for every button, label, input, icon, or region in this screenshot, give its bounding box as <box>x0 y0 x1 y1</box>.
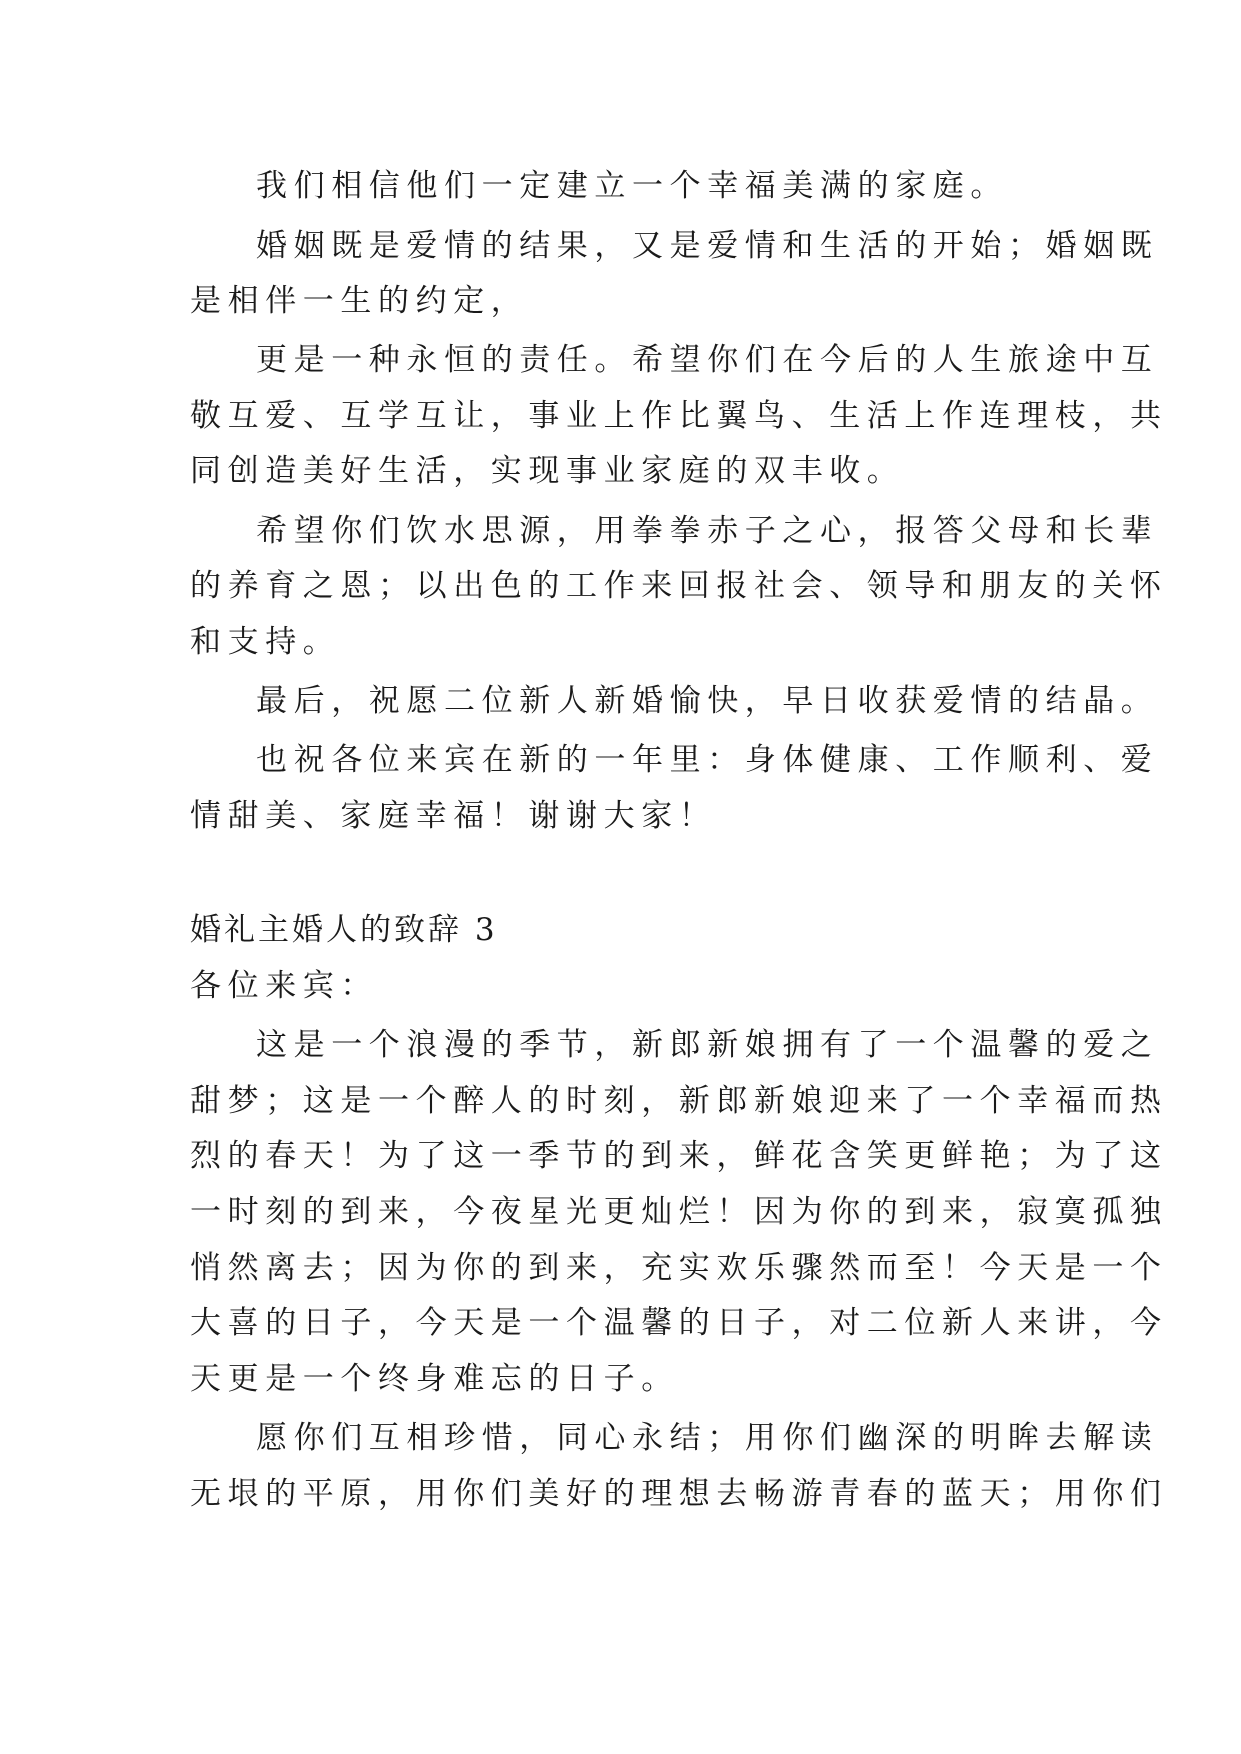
paragraph-line: 无垠的平原，用你们美好的理想去畅游青春的蓝天；用你们 <box>190 1476 1168 1512</box>
paragraph-line: 大喜的日子，今天是一个温馨的日子，对二位新人来讲，今 <box>190 1305 1168 1341</box>
paragraph-line: 敬互爱、互学互让，事业上作比翼鸟、生活上作连理枝，共 <box>190 398 1168 434</box>
paragraph-line: 烈的春天！为了这一季节的到来，鲜花含笑更鲜艳；为了这 <box>190 1138 1168 1174</box>
paragraph-line: 和支持。 <box>190 624 341 660</box>
paragraph-line: 一时刻的到来，今夜星光更灿烂！因为你的到来，寂寞孤独 <box>190 1194 1168 1230</box>
paragraph-line: 最后，祝愿二位新人新婚愉快，早日收获爱情的结晶。 <box>256 683 1159 719</box>
paragraph-line: 这是一个浪漫的季节，新郎新娘拥有了一个温馨的爱之 <box>256 1027 1159 1063</box>
paragraph-line: 悄然离去；因为你的到来，充实欢乐骤然而至！今天是一个 <box>190 1250 1168 1286</box>
paragraph-line: 更是一种永恒的责任。希望你们在今后的人生旅途中互 <box>256 342 1159 378</box>
paragraph-line: 我们相信他们一定建立一个幸福美满的家庭。 <box>256 168 1008 204</box>
section-title: 婚礼主婚人的致辞 3 <box>190 912 498 948</box>
paragraph-line: 希望你们饮水思源，用拳拳赤子之心，报答父母和长辈 <box>256 513 1159 549</box>
paragraph-line: 甜梦；这是一个醉人的时刻，新郎新娘迎来了一个幸福而热 <box>190 1083 1168 1119</box>
paragraph-line: 婚姻既是爱情的结果，又是爱情和生活的开始；婚姻既 <box>256 228 1159 264</box>
paragraph-line: 情甜美、家庭幸福！谢谢大家！ <box>190 798 717 834</box>
paragraph-line: 天更是一个终身难忘的日子。 <box>190 1361 679 1397</box>
paragraph-line: 愿你们互相珍惜，同心永结；用你们幽深的明眸去解读 <box>256 1420 1159 1456</box>
paragraph-line: 是相伴一生的约定， <box>190 283 529 319</box>
paragraph-line: 的养育之恩；以出色的工作来回报社会、领导和朋友的关怀 <box>190 568 1168 604</box>
salutation: 各位来宾： <box>190 968 378 1004</box>
paragraph-line: 也祝各位来宾在新的一年里：身体健康、工作顺利、爱 <box>256 742 1159 778</box>
paragraph-line: 同创造美好生活，实现事业家庭的双丰收。 <box>190 453 905 489</box>
